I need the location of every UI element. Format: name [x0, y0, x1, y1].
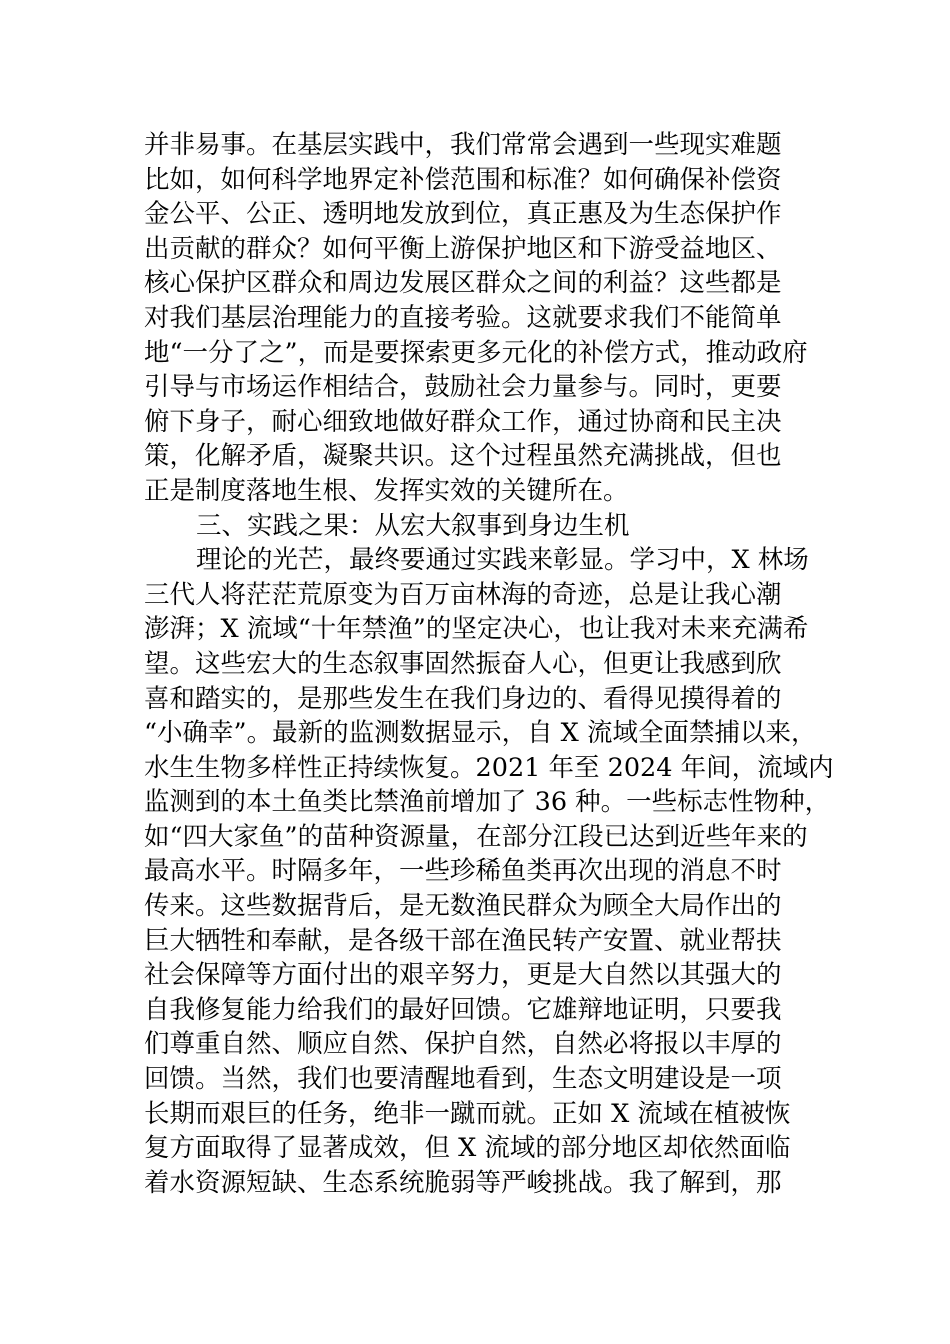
text-line: 复方面取得了显著成效，但 X 流域的部分地区却依然面临 [144, 1133, 791, 1164]
text-line: 传来。这些数据背后，是无数渔民群众为顾全大局作出的 [144, 891, 782, 922]
text-line: 喜和踏实的，是那些发生在我们身边的、看得见摸得着的 [144, 683, 782, 714]
text-line: 长期而艰巨的任务，绝非一蹴而就。正如 X 流域在植被恢 [144, 1098, 791, 1129]
text-line: 比如，如何科学地界定补偿范围和标准？如何确保补偿资 [144, 164, 782, 195]
text-line: 俯下身子，耐心细致地做好群众工作，通过协商和民主决 [144, 406, 782, 437]
text-line: 着水资源短缺、生态系统脆弱等严峻挑战。我了解到，那 [144, 1167, 782, 1198]
text-line: 出贡献的群众？如何平衡上游保护地区和下游受益地区、 [144, 233, 782, 264]
text-line: 社会保障等方面付出的艰辛努力，更是大自然以其强大的 [144, 960, 782, 991]
text-line: 们尊重自然、顺应自然、保护自然，自然必将报以丰厚的 [144, 1029, 782, 1060]
text-line: 对我们基层治理能力的直接考验。这就要求我们不能简单 [144, 302, 782, 333]
text-line: 监测到的本土鱼类比禁渔前增加了 36 种。一些标志性物种， [144, 787, 831, 818]
text-line: 正是制度落地生根、发挥实效的关键所在。 [144, 475, 629, 506]
text-line: 如“四大家鱼”的苗种资源量，在部分江段已达到近些年来的 [144, 821, 808, 852]
body-text [144, 128, 834, 1200]
text-line: 理论的光芒，最终要通过实践来彰显。学习中，X 林场 [196, 545, 809, 576]
text-line: 回馈。当然，我们也要清醒地看到，生态文明建设是一项 [144, 1064, 782, 1095]
text-line: 三代人将茫茫荒原变为百万亩林海的奇迹，总是让我心潮 [144, 579, 782, 610]
text-line: 策，化解矛盾，凝聚共识。这个过程虽然充满挑战，但也 [144, 441, 782, 472]
text-line: 引导与市场运作相结合，鼓励社会力量参与。同时，更要 [144, 372, 782, 403]
text-line: 自我修复能力给我们的最好回馈。它雄辩地证明，只要我 [144, 994, 782, 1025]
text-line: 水生生物多样性正持续恢复。2021 年至 2024 年间，流域内 [144, 752, 834, 783]
text-line: 望。这些宏大的生态叙事固然振奋人心，但更让我感到欣 [144, 648, 782, 679]
section-heading: 三、实践之果：从宏大叙事到身边生机 [196, 510, 630, 541]
text-line: 金公平、公正、透明地发放到位，真正惠及为生态保护作 [144, 199, 782, 230]
text-line: 最高水平。时隔多年，一些珍稀鱼类再次出现的消息不时 [144, 856, 782, 887]
text-line: 澎湃；X 流域“十年禁渔”的坚定决心，也让我对未来充满希 [144, 614, 809, 645]
text-line: 并非易事。在基层实践中，我们常常会遇到一些现实难题 [144, 130, 782, 160]
text-line: 核心保护区群众和周边发展区群众之间的利益？这些都是 [144, 268, 782, 299]
text-line: 巨大牺牲和奉献，是各级干部在渔民转产安置、就业帮扶 [144, 925, 782, 956]
text-line: 地“一分了之”，而是要探索更多元化的补偿方式，推动政府 [144, 337, 808, 368]
text-line: “小确幸”。最新的监测数据显示，自 X 流域全面禁捕以来， [144, 718, 817, 749]
